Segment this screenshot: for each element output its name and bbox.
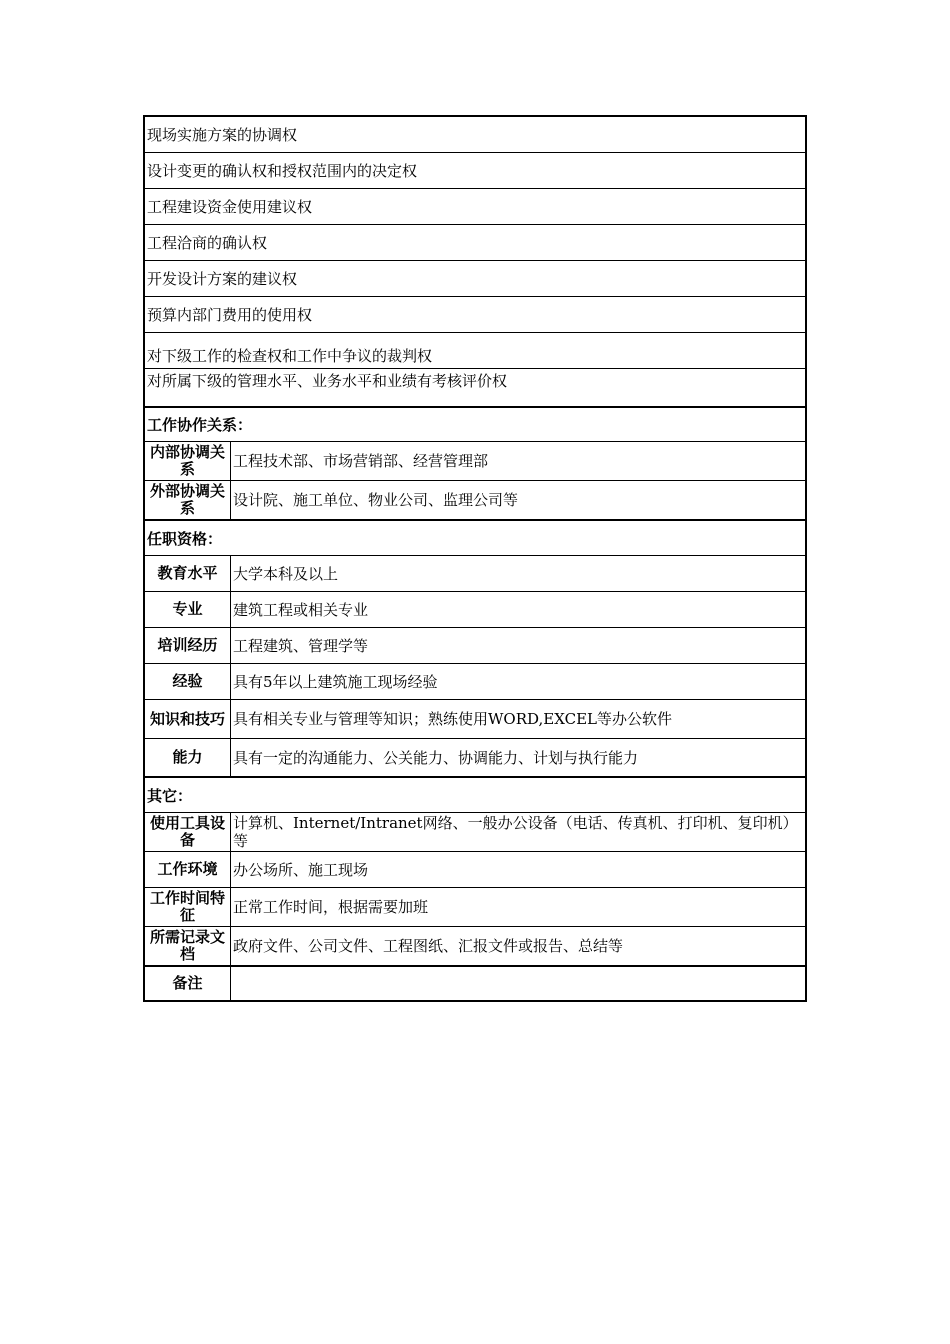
authority-row xyxy=(145,260,805,296)
field-label: 教育水平 xyxy=(145,556,231,591)
field-label: 经验 xyxy=(145,664,231,699)
section-title: 任职资格： xyxy=(147,529,223,548)
field-value: 具有相关专业与管理等知识；熟练使用WORD,EXCEL等办公软件 xyxy=(233,710,673,728)
section-header-coordination xyxy=(145,406,805,441)
authority-row xyxy=(145,296,805,332)
field-label: 备注 xyxy=(145,967,231,1000)
section-header-qualification xyxy=(145,519,805,555)
ability-row xyxy=(145,738,805,776)
authority-item: 对所属下级的管理水平、业务水平和业绩有考核评价权 xyxy=(147,372,508,390)
training-row xyxy=(145,627,805,663)
external-coordination-row xyxy=(145,480,805,519)
section-title: 其它： xyxy=(147,786,193,805)
authority-item: 预算内部门费用的使用权 xyxy=(147,306,313,324)
field-label: 能力 xyxy=(145,739,231,776)
field-label: 所需记录文档 xyxy=(145,927,231,965)
education-row xyxy=(145,555,805,591)
authority-row xyxy=(145,332,805,368)
remarks-row xyxy=(145,965,805,1000)
job-description-table xyxy=(143,115,807,1002)
field-label: 工作环境 xyxy=(145,852,231,887)
authority-item: 工程洽商的确认权 xyxy=(147,234,268,252)
authority-row xyxy=(145,117,805,152)
authority-item: 现场实施方案的协调权 xyxy=(147,126,298,144)
field-value: 办公场所、施工现场 xyxy=(233,860,369,879)
field-value: 建筑工程或相关专业 xyxy=(233,600,369,619)
authority-item: 开发设计方案的建议权 xyxy=(147,270,298,288)
field-value: 政府文件、公司文件、工程图纸、汇报文件或报告、总结等 xyxy=(233,937,624,955)
major-row xyxy=(145,591,805,627)
knowledge-row xyxy=(145,699,805,738)
field-value: 具有一定的沟通能力、公关能力、协调能力、计划与执行能力 xyxy=(233,748,639,767)
field-value: 大学本科及以上 xyxy=(233,564,339,583)
environment-row xyxy=(145,851,805,887)
field-label: 专业 xyxy=(145,592,231,627)
field-label: 工作时间特征 xyxy=(145,888,231,926)
documents-row xyxy=(145,926,805,965)
section-header-other xyxy=(145,776,805,812)
field-value xyxy=(231,967,805,1000)
field-value: 具有5年以上建筑施工现场经验 xyxy=(233,672,438,691)
field-label: 外部协调关系 xyxy=(145,481,231,519)
field-label: 培训经历 xyxy=(145,628,231,663)
internal-coordination-row xyxy=(145,441,805,480)
authority-item: 对下级工作的检查权和工作中争议的裁判权 xyxy=(147,347,433,365)
tools-row xyxy=(145,812,805,851)
section-title: 工作协作关系： xyxy=(147,416,253,434)
field-value: 工程建筑、管理学等 xyxy=(233,636,369,655)
field-label: 使用工具设备 xyxy=(145,813,231,851)
authority-item: 工程建设资金使用建议权 xyxy=(147,198,313,216)
field-label: 内部协调关系 xyxy=(145,442,231,480)
authority-row xyxy=(145,368,805,406)
field-value: 计算机、Internet/Intranet网络、一般办公设备（电话、传真机、打印机、复印机）等 xyxy=(233,814,798,850)
field-value: 工程技术部、市场营销部、经营管理部 xyxy=(233,452,489,470)
authority-item: 设计变更的确认权和授权范围内的决定权 xyxy=(147,162,418,180)
field-label: 知识和技巧 xyxy=(145,700,231,738)
authority-row xyxy=(145,188,805,224)
authority-row xyxy=(145,152,805,188)
field-value: 设计院、施工单位、物业公司、监理公司等 xyxy=(233,491,519,509)
authority-row xyxy=(145,224,805,260)
experience-row xyxy=(145,663,805,699)
field-value: 正常工作时间，根据需要加班 xyxy=(233,898,429,916)
worktime-row xyxy=(145,887,805,926)
